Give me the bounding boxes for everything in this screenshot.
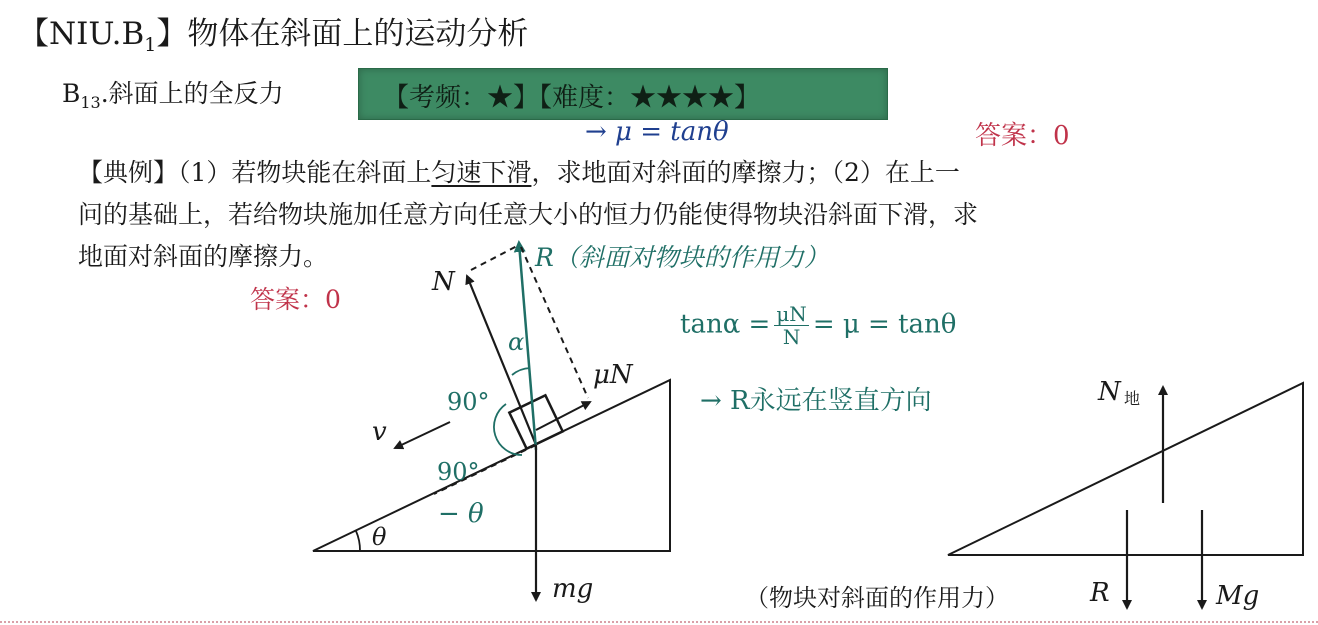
label-minus-theta: − θ (438, 499, 484, 529)
answer-top: 答案：0 (975, 121, 1070, 151)
label-muN: μN (593, 360, 633, 390)
underlined-phrase: 匀速下滑 (431, 158, 532, 187)
label-90-b: 90° (437, 458, 480, 486)
label-R: R (1090, 578, 1110, 608)
subsection-heading: $B_{13}$.斜面上的全反力 (62, 79, 284, 112)
mu-equation: → μ = tanθ (585, 117, 729, 147)
label-alpha: α (508, 328, 525, 356)
alpha-arc (512, 368, 530, 375)
incline-triangle-2 (948, 383, 1303, 555)
badge-text: 【考频：★】【难度：★★★★】 (383, 83, 761, 113)
tan-equation: tanα = $\frac{\mu N}{N}$ = μ = tanθ (680, 302, 957, 349)
fraction: $\frac{\mu N}{N}$ (776, 302, 807, 349)
incline-diagram-1 (313, 243, 670, 604)
label-Mg: Mg (1216, 581, 1260, 611)
label-theta: θ (372, 523, 387, 551)
R-label: R（斜面对物块的作用力） (535, 243, 829, 272)
page-title: 【$NIU.B_1$】物体在斜面上的运动分析 (18, 16, 529, 57)
bottom-note: （物块对斜面的作用力） (745, 584, 1009, 612)
label-N-ground-sub: 地 (1124, 389, 1141, 408)
muN-arrow (536, 402, 590, 430)
example-line-1: 【典例】（1）若物块能在斜面上匀速下滑，求地面对斜面的摩擦力；（2）在上一 (78, 158, 960, 187)
label-mg: mg (552, 574, 594, 604)
answer-left: 答案：0 (250, 285, 341, 314)
theta-arc (356, 531, 360, 551)
label-N: N (432, 267, 455, 297)
N-arrow (467, 276, 536, 445)
label-N-ground: N (1098, 377, 1121, 407)
example-line-2: 问的基础上，若给物块施加任意方向任意大小的恒力仍能使得物块沿斜面下滑，求 (78, 200, 979, 229)
vertical-note: → R永远在竖直方向 (700, 386, 932, 416)
label-90-a: 90° (447, 388, 490, 416)
label-v: v (372, 417, 387, 447)
example-line-3: 地面对斜面的摩擦力。 (78, 242, 329, 271)
v-arrow (395, 422, 450, 448)
incline-diagram-2 (948, 377, 1303, 611)
